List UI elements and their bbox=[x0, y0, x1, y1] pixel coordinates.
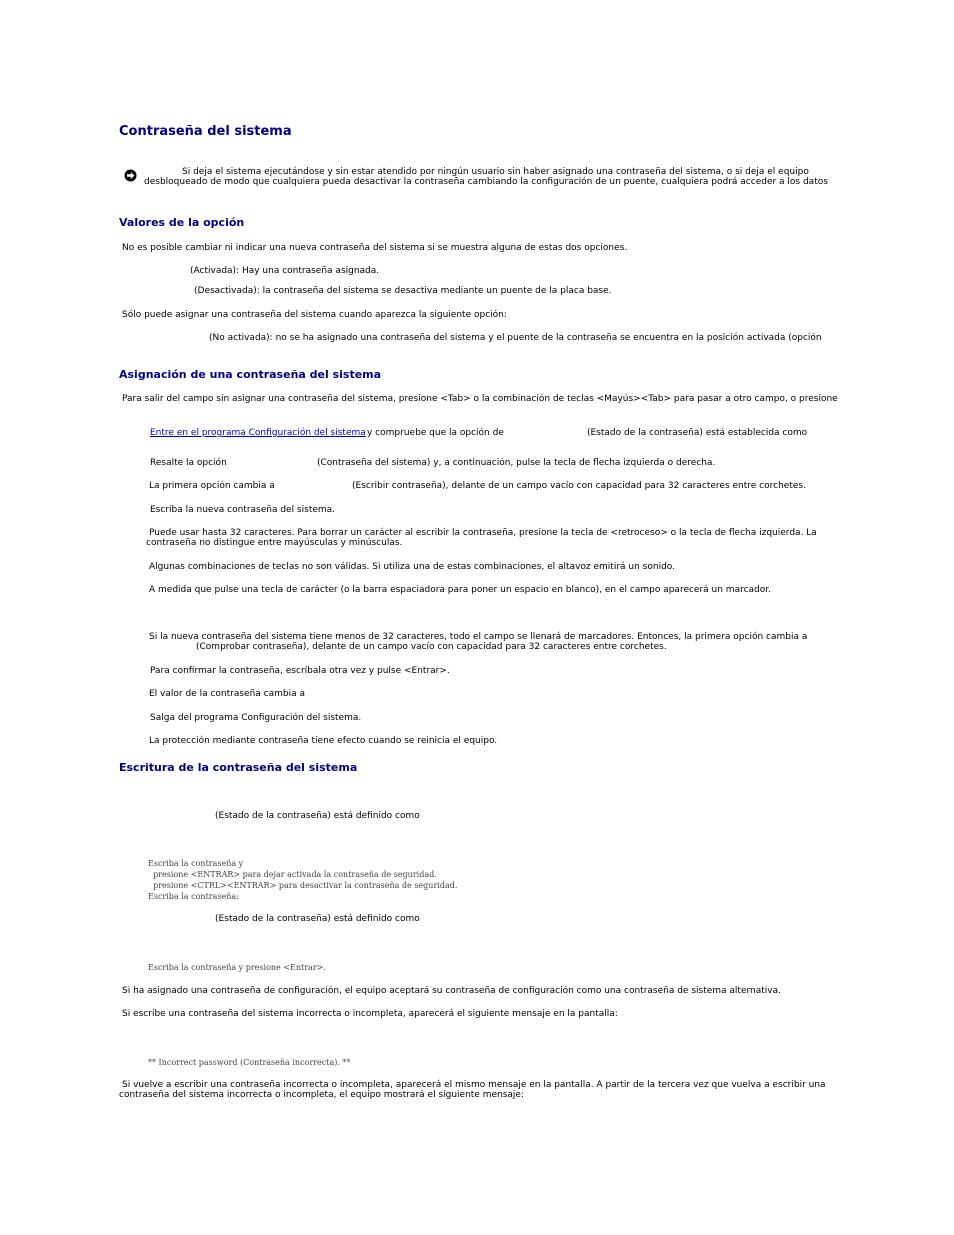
assign-p4-line2: (Comprobar contraseña), delante de un campo vacío con capacidad para 32 caracteres entre corchetes. bbox=[196, 642, 667, 652]
options-intro: No es posible cambiar ni indicar una nueva contraseña del sistema si se muestra alguna de estas dos opciones. bbox=[122, 243, 628, 253]
code-block-1-line-2: presione <ENTRAR> para dejar activada la contraseña de seguridad. bbox=[148, 870, 437, 879]
step1-text-a: y compruebe que la opción de bbox=[367, 428, 504, 438]
write-p1: Si ha asignado una contraseña de configuración, el equipo aceptará su contraseña de configuración como una contraseña de sistema alternativa. bbox=[122, 986, 781, 996]
notice-icon bbox=[124, 169, 137, 182]
code-block-1-line-1: Escriba la contraseña y bbox=[148, 859, 244, 868]
step6-text: Salga del programa Configuración del sistema. bbox=[150, 713, 362, 723]
assign-heading: Asignación de una contraseña del sistema bbox=[119, 368, 382, 381]
setup-program-link[interactable]: Entre en el programa Configuración del sistema bbox=[150, 428, 366, 438]
code-block-1-line-4: Escriba la contraseña: bbox=[148, 892, 239, 901]
assign-p5: El valor de la contraseña cambia a bbox=[149, 689, 305, 699]
write-p2: Si escribe una contraseña del sistema incorrecta o incompleta, aparecerá el siguiente mensaje en la pantalla: bbox=[122, 1009, 618, 1019]
notice-line-1: Si deja el sistema ejecutándose y sin estar atendido por ningún usuario sin haber asignado una contraseña del sistema, o si deja el equipo bbox=[182, 167, 809, 177]
step1-text-b: (Estado de la contraseña) está establecida como bbox=[587, 428, 808, 438]
step3-text-a: La primera opción cambia a bbox=[149, 481, 275, 491]
write-p3-line1: Si vuelve a escribir una contraseña incorrecta o incompleta, aparecerá el mismo mensaje en la pantalla. A partir de la tercera vez que vuelva a escribir una bbox=[122, 1080, 826, 1090]
option-activated: (Activada): Hay una contraseña asignada. bbox=[190, 266, 380, 276]
option-deactivated: (Desactivada): la contraseña del sistema se desactiva mediante un puente de la placa base. bbox=[194, 286, 612, 296]
write-status-1: (Estado de la contraseña) está definido como bbox=[215, 811, 420, 821]
step4-text: Escriba la nueva contraseña del sistema. bbox=[150, 505, 336, 515]
page-title: Contraseña del sistema bbox=[119, 124, 292, 139]
step2-text-b: (Contraseña del sistema) y, a continuación, pulse la tecla de flecha izquierda o derecha. bbox=[317, 458, 716, 468]
notice-line-2: desbloqueado de modo que cualquiera pueda desactivar la contraseña cambiando la configuración de un puente, cualquiera podrá acceder a los datos bbox=[144, 177, 828, 187]
write-status-2: (Estado de la contraseña) está definido como bbox=[215, 914, 420, 924]
options-only: Sólo puede asignar una contraseña del sistema cuando aparezca la siguiente opción: bbox=[122, 310, 507, 320]
assign-p1-line2: contraseña no distingue entre mayúsculas y minúsculas. bbox=[146, 538, 403, 548]
assign-p2: Algunas combinaciones de teclas no son válidas. Si utiliza una de estas combinaciones, el altavoz emitirá un sonido. bbox=[149, 562, 676, 572]
write-heading: Escritura de la contraseña del sistema bbox=[119, 761, 358, 774]
write-p3-line2: contraseña del sistema incorrecta o incompleta, el equipo mostrará el siguiente mensaje: bbox=[119, 1090, 524, 1100]
option-not-activated: (No activada): no se ha asignado una contraseña del sistema y el puente de la contraseña se encuentra en la posición activada (opción bbox=[209, 333, 822, 343]
code-block-2: Escriba la contraseña y presione <Entrar>. bbox=[148, 963, 326, 972]
options-heading: Valores de la opción bbox=[119, 216, 245, 229]
step2-text-a: Resalte la opción bbox=[150, 458, 227, 468]
assign-p1-line1: Puede usar hasta 32 caracteres. Para borrar un carácter al escribir la contraseña, presione la tecla de <retroceso> o la tecla de flecha izquierda. La bbox=[149, 528, 817, 538]
assign-p3: A medida que pulse una tecla de carácter (o la barra espaciadora para poner un espacio en blanco), en el campo aparecerá un marcador. bbox=[149, 585, 772, 595]
assign-p6: La protección mediante contraseña tiene efecto cuando se reinicia el equipo. bbox=[149, 736, 498, 746]
step5-text: Para confirmar la contraseña, escríbala otra vez y pulse <Entrar>. bbox=[150, 666, 450, 676]
code-block-1-line-3: presione <CTRL><ENTRAR> para desactivar la contraseña de seguridad. bbox=[148, 881, 458, 890]
assign-p4-line1: Si la nueva contraseña del sistema tiene menos de 32 caracteres, todo el campo se llenará de marcadores. Entonces, la primera opción cambia a bbox=[149, 632, 808, 642]
step3-text-b: (Escribir contraseña), delante de un campo vacío con capacidad para 32 caracteres entre corchetes. bbox=[352, 481, 806, 491]
assign-intro: Para salir del campo sin asignar una contraseña del sistema, presione <Tab> o la combinación de teclas <Mayús><Tab> para pasar a otro campo, o presione bbox=[122, 394, 838, 404]
code-block-3: ** Incorrect password (Contraseña incorrecta). ** bbox=[148, 1058, 351, 1067]
